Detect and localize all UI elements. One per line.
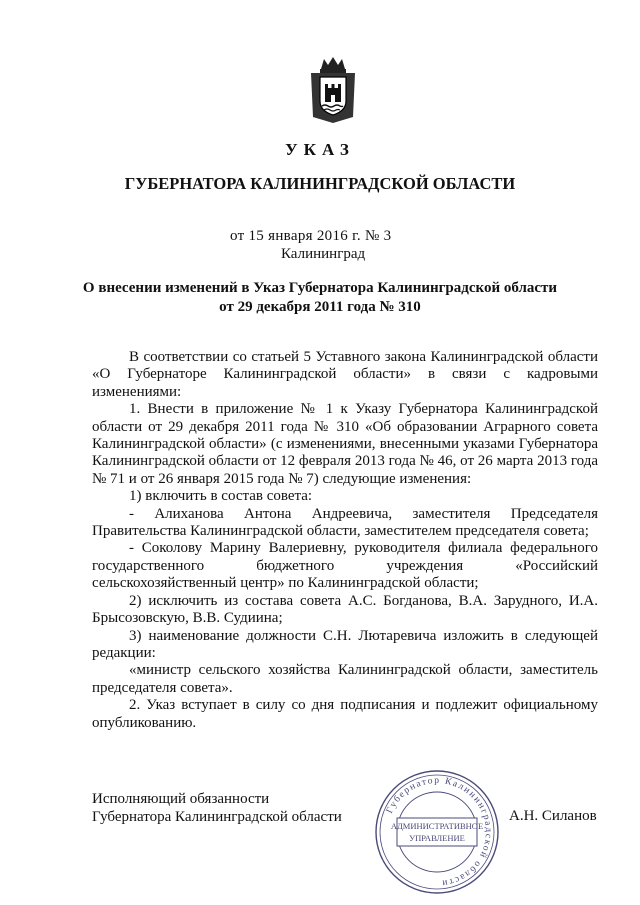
subject-line-2: от 29 декабря 2011 года № 310: [219, 299, 421, 315]
item-2-paragraph: 2. Указ вступает в силу со дня подписания и подлежит официальному опубликованию.: [92, 697, 598, 731]
signatory-title-line-1: Исполняющий обязанности: [92, 791, 270, 807]
signatory-name: А.Н. Силанов: [509, 808, 597, 824]
stamp-center-line-2: УПРАВЛЕНИЕ: [409, 833, 465, 843]
official-stamp: [373, 768, 501, 896]
subitem-1-paragraph: 1) включить в состав совета:: [129, 488, 313, 505]
document-subject: [0, 279, 640, 317]
quote-paragraph: «министр сельского хозяйства Калининградской области, заместитель председателя совета».: [92, 662, 598, 696]
city: Калининград: [281, 246, 366, 262]
item-1-paragraph: 1. Внести в приложение № 1 к Указу Губернатора Калининградской области от 29 декабря 2011 года № 310 «Об образовании Аграрного совета Калининградской области» (с изменениями, внесенными указами Губернатора Калининградской области от 12 февраля 2013 года № 46, от 26 марта 2013 года № 71 и от 26 января 2015 года № 7) следующие изменения:: [92, 401, 598, 487]
document-type: УКАЗ: [285, 140, 355, 159]
stamp-ring-text: Губернатор Калининградской области: [384, 775, 494, 888]
preamble-paragraph: В соответствии со статьей 5 Уставного закона Калининградской области «О Губернаторе Калининградской области» в связи с кадровыми изменениями:: [92, 349, 598, 400]
stamp-center-line-1: АДМИНИСТРАТИВНОЕ: [390, 821, 484, 831]
signatory-title-line-2: Губернатора Калининградской области: [92, 809, 342, 825]
issuer-title: ГУБЕРНАТОРА КАЛИНИНГРАДСКОЙ ОБЛАСТИ: [124, 174, 516, 193]
subitem-2-paragraph: 2) исключить из состава совета А.С. Богданова, В.А. Зарудного, И.А. Брысозовскую, В.В. Судиина;: [92, 592, 598, 627]
coat-of-arms-icon: [307, 55, 359, 125]
person-1-paragraph: - Алиханова Антона Андреевича, заместителя Председателя Правительства Калининградской области, заместителем председателя совета;: [92, 505, 598, 540]
date-and-number: от 15 января 2016 г. № 3: [230, 228, 392, 244]
document-body: [92, 349, 598, 732]
signatory-title: [92, 790, 342, 826]
subitem-3-paragraph: 3) наименование должности С.Н. Лютаревича изложить в следующей редакции:: [92, 627, 598, 661]
person-2-paragraph: - Соколову Марину Валериевну, руководителя филиала федерального государственного бюджетного учреждения «Российский сельскохозяйственный центр» по Калининградской области;: [92, 540, 598, 592]
subject-line-1: О внесении изменений в Указ Губернатора Калининградской области: [82, 280, 558, 296]
